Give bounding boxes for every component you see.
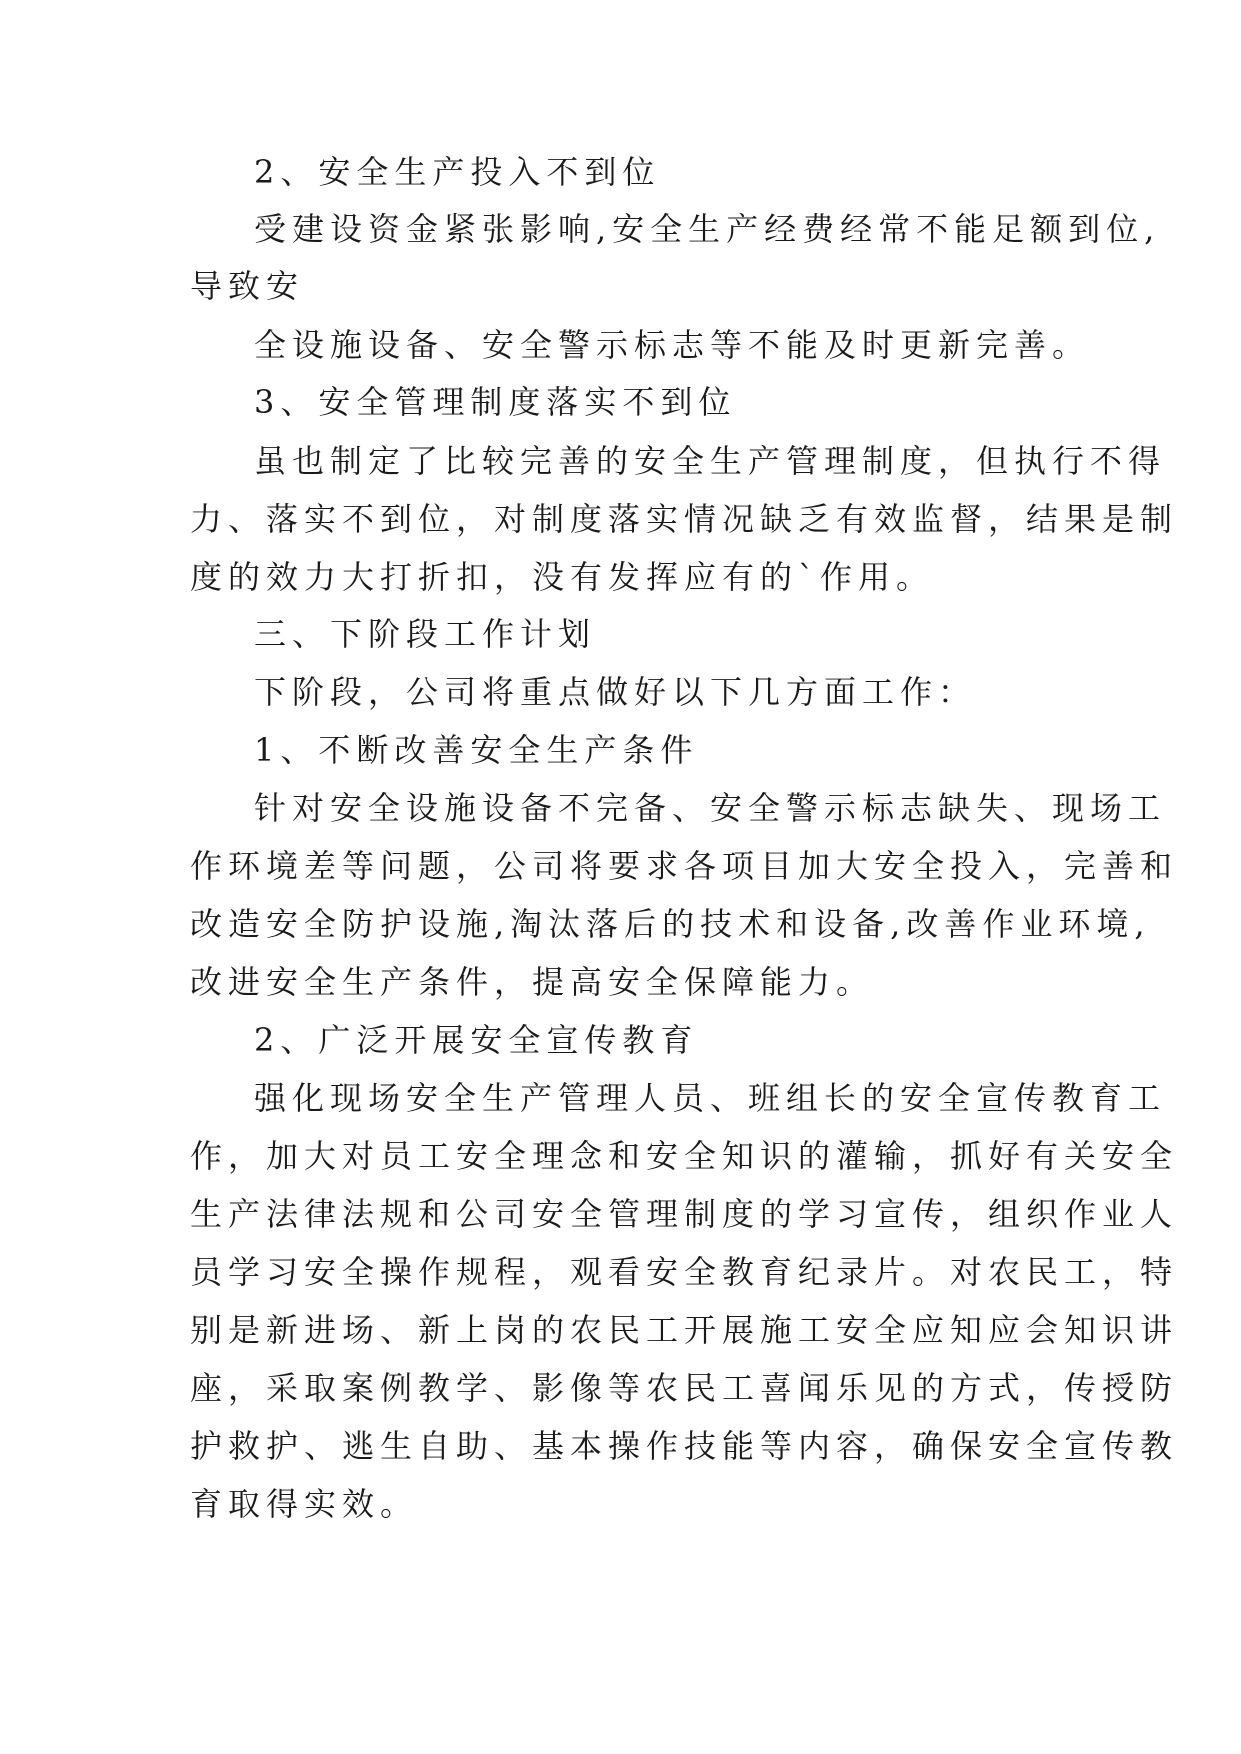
paragraph-line: 下阶段，公司将重点做好以下几方面工作： <box>254 673 977 711</box>
section-heading: 三、下阶段工作计划 <box>254 615 597 653</box>
paragraph-line: 别是新进场、新上岗的农民工开展施工安全应知应会知识讲 <box>190 1311 1179 1349</box>
paragraph-line: 度的效力大打折扣，没有发挥应有的`作用。 <box>190 558 935 596</box>
paragraph-line: 针对安全设施设备不完备、安全警示标志缺失、现场工 <box>254 789 1167 827</box>
paragraph-line: 员学习安全操作规程，观看安全教育纪录片。对农民工，特 <box>190 1253 1179 1291</box>
paragraph-line: 全设施设备、安全警示标志等不能及时更新完善。 <box>254 326 1091 364</box>
paragraph-line: 改进安全生产条件，提高安全保障能力。 <box>190 963 875 1001</box>
section-heading: 2、安全生产投入不到位 <box>254 153 661 191</box>
paragraph-line: 导致安 <box>190 267 305 305</box>
paragraph-line: 虽也制定了比较完善的安全生产管理制度，但执行不得 <box>254 442 1167 480</box>
paragraph-line: 护救护、逃生自助、基本操作技能等内容，确保安全宣传教 <box>190 1427 1179 1465</box>
paragraph-line: 座，采取案例教学、影像等农民工喜闻乐见的方式，传授防 <box>190 1369 1179 1407</box>
section-heading: 1、不断改善安全生产条件 <box>254 731 699 769</box>
paragraph-line: 作，加大对员工安全理念和安全知识的灌输，抓好有关安全 <box>190 1137 1179 1175</box>
paragraph-line: 强化现场安全生产管理人员、班组长的安全宣传教育工 <box>254 1079 1167 1117</box>
paragraph-line: 改造安全防护设施,淘汰落后的技术和设备,改善作业环境, <box>190 905 1151 943</box>
section-heading: 3、安全管理制度落实不到位 <box>254 383 737 421</box>
paragraph-line: 生产法律法规和公司安全管理制度的学习宣传，组织作业人 <box>190 1195 1179 1233</box>
paragraph-line: 育取得实效。 <box>190 1485 419 1523</box>
paragraph-line: 受建设资金紧张影响,安全生产经费经常不能足额到位, <box>254 210 1161 248</box>
paragraph-line: 力、落实不到位，对制度落实情况缺乏有效监督，结果是制 <box>190 500 1179 538</box>
paragraph-line: 作环境差等问题，公司将要求各项目加大安全投入，完善和 <box>190 847 1179 885</box>
section-heading: 2、广泛开展安全宣传教育 <box>254 1021 699 1059</box>
